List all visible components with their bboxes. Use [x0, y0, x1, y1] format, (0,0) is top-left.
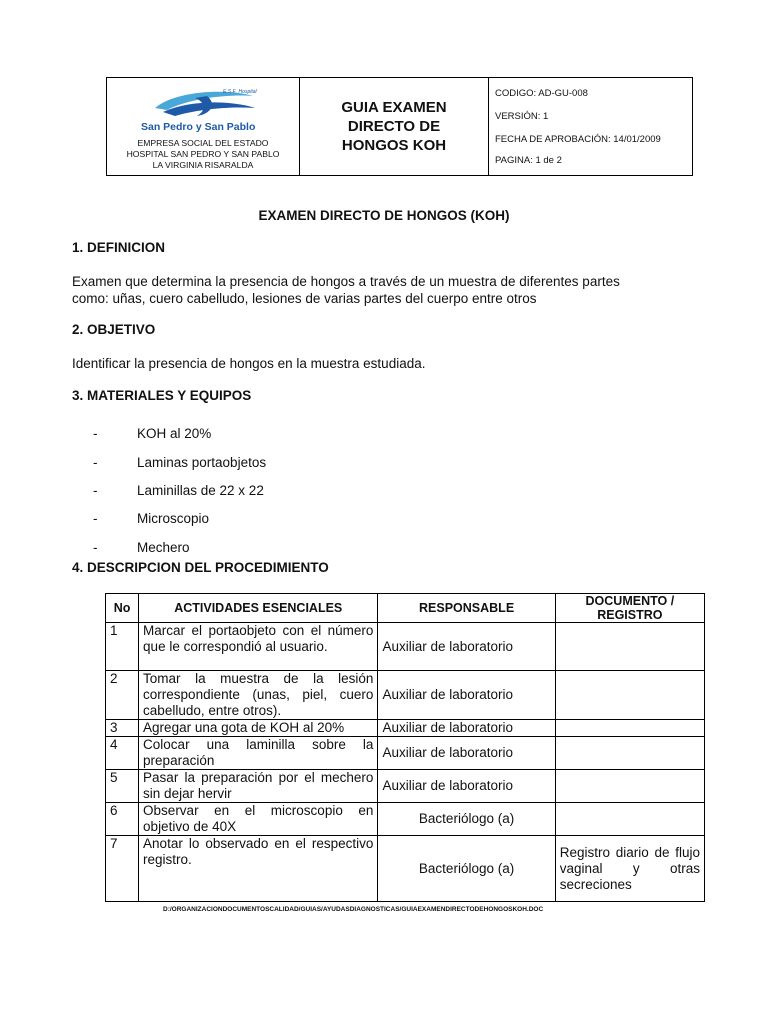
- bullet-dash: -: [93, 426, 98, 441]
- section-procedimiento-heading: 4. DESCRIPCION DEL PROCEDIMIENTO: [72, 560, 329, 575]
- svg-text:San Pedro y San Pablo: San Pedro y San Pablo: [141, 121, 256, 133]
- section-objetivo-heading: 2. OBJETIVO: [72, 322, 156, 337]
- table-row: [106, 803, 705, 836]
- material-item: Microscopio: [137, 511, 210, 526]
- procedure-table: [105, 593, 705, 902]
- cell-responsable: Auxiliar de laboratorio: [378, 720, 555, 737]
- cell-documento: [555, 671, 704, 720]
- col-header-responsable: RESPONSABLE: [378, 594, 555, 623]
- definicion-text: [72, 273, 702, 307]
- pagina: PAGINA: 1 de 2: [495, 155, 562, 166]
- cell-actividad: Marcar el portaobjeto con el número que le correspondió al usuario.: [139, 623, 378, 671]
- document-title-cell: [300, 78, 489, 175]
- cell-no: 2: [106, 671, 139, 720]
- cell-actividad: Observar en el microscopio en objetivo de 40X: [139, 803, 378, 836]
- cell-documento: Registro diario de flujo vaginal y otras secreciones: [555, 836, 704, 902]
- org-line-2: HOSPITAL SAN PEDRO Y SAN PABLO: [126, 149, 280, 159]
- bullet-dash: -: [93, 511, 98, 526]
- cell-documento: [555, 803, 704, 836]
- cell-actividad: Anotar lo observado en el respectivo registro.: [139, 836, 378, 902]
- cell-actividad: Agregar una gota de KOH al 20%: [139, 720, 378, 737]
- cell-no: 5: [106, 770, 139, 803]
- cell-documento: [555, 623, 704, 671]
- document-header: [106, 77, 693, 176]
- section-materiales-heading: 3. MATERIALES Y EQUIPOS: [72, 388, 252, 403]
- table-row: [106, 770, 705, 803]
- cell-responsable: Bacteriólogo (a): [378, 836, 555, 902]
- version: VERSIÓN: 1: [495, 111, 549, 122]
- cell-responsable: Bacteriólogo (a): [378, 803, 555, 836]
- title-line-2: DIRECTO DE: [347, 118, 441, 135]
- org-line-1: EMPRESA SOCIAL DEL ESTADO: [137, 138, 269, 148]
- cell-responsable: Auxiliar de laboratorio: [378, 671, 555, 720]
- material-item: Laminillas de 22 x 22: [137, 483, 264, 498]
- material-item: Laminas portaobjetos: [137, 455, 267, 470]
- table-row: [106, 671, 705, 720]
- cell-no: 1: [106, 623, 139, 671]
- cell-no: 7: [106, 836, 139, 902]
- title-line-3: HONGOS KOH: [341, 137, 447, 154]
- fecha-aprobacion: FECHA DE APROBACIÓN: 14/01/2009: [495, 134, 661, 145]
- bullet-dash: -: [93, 540, 98, 555]
- table-row: [106, 836, 705, 902]
- cell-no: 6: [106, 803, 139, 836]
- objetivo-text: Identificar la presencia de hongos en la muestra estudiada.: [72, 356, 426, 371]
- definicion-line-1: Examen que determina la presencia de hongos a través de un muestra de diferentes partes: [72, 274, 620, 289]
- cell-actividad: Colocar una laminilla sobre la preparación: [139, 737, 378, 770]
- cell-actividad: Pasar la preparación por el mechero sin dejar hervir: [139, 770, 378, 803]
- org-line-3: LA VIRGINIA RISARALDA: [152, 160, 254, 170]
- definicion-line-2: como: uñas, cuero cabelludo, lesiones de varias partes del cuerpo entre otros: [72, 291, 537, 306]
- section-definicion-heading: 1. DEFINICION: [72, 240, 166, 255]
- bullet-dash: -: [93, 455, 98, 470]
- cell-no: 4: [106, 737, 139, 770]
- footer-file-path: D:/ORGANIZACIONDOCUMENTOSCALIDAD/GUIAS/AYUDASDIAGNOSTICAS/GUIAEXAMENDIRECTODEHONGOSKOH.DOC: [163, 906, 544, 913]
- table-header-row: [106, 594, 705, 623]
- cell-responsable: Auxiliar de laboratorio: [378, 623, 555, 671]
- table-row: [106, 720, 705, 737]
- cell-no: 3: [106, 720, 139, 737]
- codigo: CODIGO: AD-GU-008: [495, 88, 588, 99]
- material-item: Mechero: [137, 540, 190, 555]
- hospital-logo-icon: [135, 86, 275, 136]
- col-header-actividades: ACTIVIDADES ESENCIALES: [139, 594, 378, 623]
- header-logo-cell: [107, 78, 300, 175]
- cell-documento: [555, 770, 704, 803]
- cell-responsable: Auxiliar de laboratorio: [378, 737, 555, 770]
- cell-actividad: Tomar la muestra de la lesión correspondiente (unas, piel, cuero cabelludo, entre otros).: [139, 671, 378, 720]
- col-header-documento: DOCUMENTO / REGISTRO: [555, 594, 704, 623]
- col-header-no: No: [106, 594, 139, 623]
- table-row: [106, 623, 705, 671]
- cell-documento: [555, 737, 704, 770]
- title-line-1: GUIA EXAMEN: [341, 99, 447, 116]
- bullet-dash: -: [93, 483, 98, 498]
- doc-title: EXAMEN DIRECTO DE HONGOS (KOH): [258, 208, 510, 223]
- document-meta-cell: [489, 78, 692, 175]
- cell-documento: [555, 720, 704, 737]
- table-row: [106, 737, 705, 770]
- svg-text:E.S.E. Hospital: E.S.E. Hospital: [223, 89, 257, 95]
- cell-responsable: Auxiliar de laboratorio: [378, 770, 555, 803]
- material-item: KOH al 20%: [137, 426, 212, 441]
